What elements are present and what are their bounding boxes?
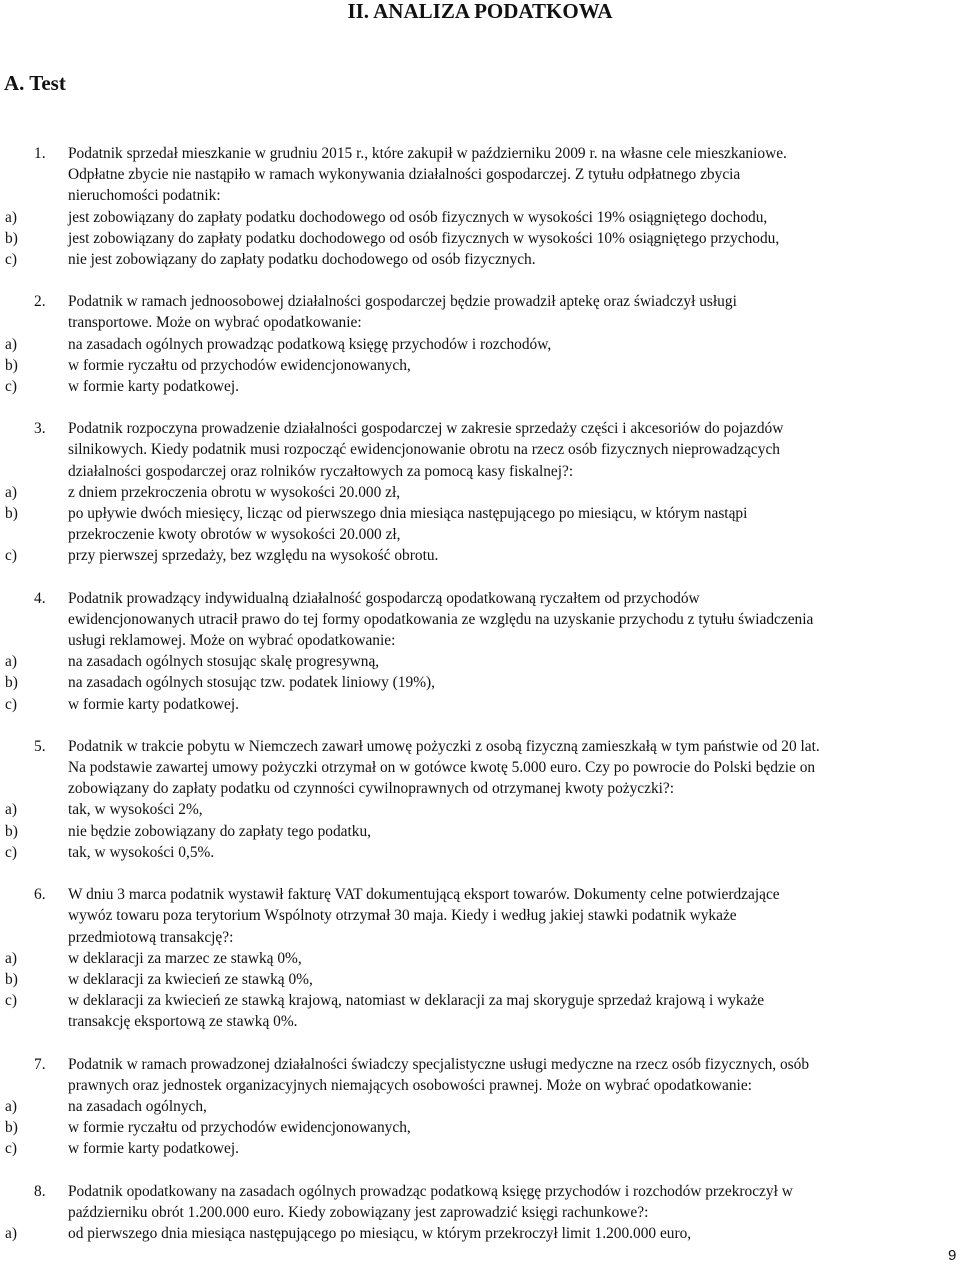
answer-option xyxy=(0,842,960,863)
question-text: Podatnik sprzedał mieszkanie w grudniu 2015 r., które zakupił w październiku 2009 r. na własne cele mieszkaniowe. xyxy=(68,145,787,162)
answer-option xyxy=(0,376,960,397)
option-letter: b) xyxy=(5,822,18,840)
question-item xyxy=(0,736,960,863)
answer-option xyxy=(0,799,960,820)
option-letter: a) xyxy=(5,949,17,967)
question-item xyxy=(0,1054,960,1160)
answer-option xyxy=(0,821,960,842)
question-text: przedmiotową transakcję?: xyxy=(68,928,234,946)
option-letter: b) xyxy=(5,505,18,523)
answer-option xyxy=(0,651,960,672)
answer-option xyxy=(0,948,960,969)
question-number: 4. xyxy=(34,589,46,607)
question-list xyxy=(0,143,960,1265)
option-text: przekroczenie kwoty obrotów w wysokości 20.000 zł, xyxy=(68,526,401,544)
question-text: usługi reklamowej. Może on wybrać opodatkowanie: xyxy=(68,632,396,650)
option-text: w formie ryczałtu od przychodów ewidencjonowanych, xyxy=(68,356,411,374)
option-letter: a) xyxy=(5,1097,17,1115)
question-text-line xyxy=(0,736,960,757)
question-text-line xyxy=(0,1181,960,1202)
question-text: Odpłatne zbycie nie nastąpiło w ramach wykonywania działalności gospodarczej. Z tytułu odpłatnego zbycia xyxy=(68,166,741,184)
question-text-line xyxy=(0,164,960,185)
question-text-line xyxy=(0,312,960,333)
option-letter: a) xyxy=(5,1224,17,1242)
question-text-line xyxy=(0,630,960,651)
question-text-line xyxy=(0,185,960,206)
question-number: 3. xyxy=(34,420,46,438)
option-letter: c) xyxy=(5,378,17,396)
answer-option xyxy=(0,249,960,270)
option-letter: a) xyxy=(5,653,17,671)
answer-option xyxy=(0,990,960,1011)
question-text: W dniu 3 marca podatnik wystawił fakturę VAT dokumentującą eksport towarów. Dokumenty celne potwierdzające xyxy=(68,886,780,904)
answer-option xyxy=(0,672,960,693)
question-text: silnikowych. Kiedy podatnik musi rozpocząć ewidencjonowanie obrotu na rzecz osób fizycznych nieprowadzących xyxy=(68,441,780,459)
option-letter: c) xyxy=(5,251,17,269)
option-letter: b) xyxy=(5,970,18,988)
answer-option xyxy=(0,694,960,715)
option-letter: a) xyxy=(5,801,17,819)
question-text: Na podstawie zawartej umowy pożyczki otrzymał on w gotówce kwotę 5.000 euro. Czy po powrocie do Polski będzie on xyxy=(68,759,816,777)
option-text: w formie karty podatkowej. xyxy=(68,695,239,713)
section-heading: A. Test xyxy=(4,71,66,95)
option-text: w deklaracji za kwiecień ze stawką krajową, natomiast w deklaracji za maj skoryguje sprzedaż krajową i wykaże xyxy=(68,992,765,1010)
question-text-line xyxy=(0,461,960,482)
question-number: 6. xyxy=(34,886,46,904)
question-text: transportowe. Może on wybrać opodatkowanie: xyxy=(68,314,362,332)
option-text: od pierwszego dnia miesiąca następującego po miesiącu, w którym przekroczył limit 1.200.000 euro, xyxy=(68,1224,692,1242)
question-text: Podatnik w ramach prowadzonej działalności świadczy specjalistyczne usługi medyczne na rzecz osób fizycznych, osób xyxy=(68,1055,810,1073)
option-text: na zasadach ogólnych, xyxy=(68,1097,207,1115)
question-item xyxy=(0,588,960,715)
question-number: 2. xyxy=(34,293,46,311)
option-text: nie będzie zobowiązany do zapłaty tego podatku, xyxy=(68,822,371,840)
option-letter: c) xyxy=(5,992,17,1010)
answer-option xyxy=(0,503,960,524)
question-text-line xyxy=(0,884,960,905)
question-text-line xyxy=(0,609,960,630)
question-text: Podatnik w ramach jednoosobowej działalności gospodarczej będzie prowadził aptekę oraz świadczył usługi xyxy=(68,293,737,311)
answer-option xyxy=(0,355,960,376)
option-text: na zasadach ogólnych stosując tzw. podatek liniowy (19%), xyxy=(68,674,435,692)
question-text-line xyxy=(0,1054,960,1075)
option-letter: b) xyxy=(5,1119,18,1137)
question-number: 5. xyxy=(34,737,46,755)
answer-option xyxy=(0,334,960,355)
question-item xyxy=(0,884,960,1032)
option-text: na zasadach ogólnych prowadząc podatkową księgę przychodów i rozchodów, xyxy=(68,335,552,353)
question-text: ewidencjonowanych utracił prawo do tej formy opodatkowania ze względu na uzyskanie przychodu z tytułu świadczenia xyxy=(68,610,814,628)
question-text: wywóz towaru poza terytorium Wspólnoty otrzymał 30 maja. Kiedy i według jakiej stawki podatnik wykaże xyxy=(68,907,737,925)
option-text: w formie ryczałtu od przychodów ewidencjonowanych, xyxy=(68,1119,411,1137)
question-item xyxy=(0,291,960,397)
option-letter: b) xyxy=(5,229,18,247)
question-text-line xyxy=(0,905,960,926)
option-text: z dniem przekroczenia obrotu w wysokości 20.000 zł, xyxy=(68,483,401,501)
question-item xyxy=(0,1181,960,1245)
question-text-line xyxy=(0,1202,960,1223)
question-text: Podatnik w trakcie pobytu w Niemczech zawarł umowę pożyczki z osobą fizyczną zamieszkałą w tym państwie od 20 lat. xyxy=(68,737,820,755)
question-text-line xyxy=(0,439,960,460)
question-number: 8. xyxy=(34,1182,46,1200)
question-text-line xyxy=(0,927,960,948)
option-letter: a) xyxy=(5,335,17,353)
question-text-line xyxy=(0,418,960,439)
answer-option xyxy=(0,545,960,566)
question-item xyxy=(0,418,960,566)
option-letter: c) xyxy=(5,695,17,713)
option-text: jest zobowiązany do zapłaty podatku dochodowego od osób fizycznych w wysokości 10% osiągniętego przychodu, xyxy=(68,229,780,247)
option-letter: b) xyxy=(5,356,18,374)
question-text-line xyxy=(0,588,960,609)
question-text: zobowiązany do zapłaty podatku od czynności cywilnoprawnych od otrzymanej kwoty pożyczki?: xyxy=(68,780,675,798)
question-text: prawnych oraz jednostek organizacyjnych niemających osobowości prawnej. Może on wybrać opodatkowanie: xyxy=(68,1076,752,1094)
question-text: Podatnik prowadzący indywidualną działalność gospodarczą opodatkowaną ryczałtem od przychodów xyxy=(68,589,700,607)
question-text: Podatnik rozpoczyna prowadzenie działalności gospodarczej w zakresie sprzedaży części i akcesoriów do pojazdów xyxy=(68,420,784,438)
option-letter: a) xyxy=(5,208,17,226)
question-text: Podatnik opodatkowany na zasadach ogólnych prowadząc podatkową księgę przychodów i rozchodów przekroczył w xyxy=(68,1182,793,1200)
answer-option xyxy=(0,524,960,545)
question-number: 1. xyxy=(34,145,46,162)
answer-option xyxy=(0,1117,960,1138)
option-letter: c) xyxy=(5,1140,17,1158)
question-text: działalności gospodarczej oraz rolników ryczałtowych za pomocą kasy fiskalnej?: xyxy=(68,462,574,480)
option-text: przy pierwszej sprzedaży, bez względu na wysokość obrotu. xyxy=(68,547,439,565)
answer-option xyxy=(0,482,960,503)
option-letter: b) xyxy=(5,674,18,692)
option-text: w deklaracji za marzec ze stawką 0%, xyxy=(68,949,302,967)
answer-option xyxy=(0,969,960,990)
question-number: 7. xyxy=(34,1055,46,1073)
question-item xyxy=(0,143,960,270)
option-text: po upływie dwóch miesięcy, licząc od pierwszego dnia miesiąca następującego po miesiącu, w którym nastąpi xyxy=(68,505,748,523)
question-text: nieruchomości podatnik: xyxy=(68,187,221,205)
option-text: transakcję eksportową ze stawką 0%. xyxy=(68,1013,298,1031)
option-text: w formie karty podatkowej. xyxy=(68,378,239,396)
document-title: II. ANALIZA PODATKOWA xyxy=(347,0,613,23)
option-letter: a) xyxy=(5,483,17,501)
option-letter: c) xyxy=(5,843,17,861)
option-text: tak, w wysokości 2%, xyxy=(68,801,203,819)
answer-option xyxy=(0,1096,960,1117)
answer-option xyxy=(0,228,960,249)
question-text-line xyxy=(0,143,960,164)
option-text: jest zobowiązany do zapłaty podatku dochodowego od osób fizycznych w wysokości 19% osiągniętego dochodu, xyxy=(68,208,768,226)
answer-option xyxy=(0,1223,960,1244)
question-text-line xyxy=(0,778,960,799)
question-text-line xyxy=(0,757,960,778)
question-text-line xyxy=(0,1075,960,1096)
option-text: tak, w wysokości 0,5%. xyxy=(68,843,215,861)
answer-option xyxy=(0,207,960,228)
option-text: nie jest zobowiązany do zapłaty podatku dochodowego od osób fizycznych. xyxy=(68,251,536,269)
option-text: na zasadach ogólnych stosując skalę progresywną, xyxy=(68,653,380,671)
question-text-line xyxy=(0,291,960,312)
question-text: październiku obrót 1.200.000 euro. Kiedy zobowiązany jest zaprowadzić księgi rachunkowe?: xyxy=(68,1203,649,1221)
option-text: w formie karty podatkowej. xyxy=(68,1140,239,1158)
option-letter: c) xyxy=(5,547,17,565)
page-number: 9 xyxy=(948,1247,957,1264)
answer-option xyxy=(0,1011,960,1032)
option-text: w deklaracji za kwiecień ze stawką 0%, xyxy=(68,970,313,988)
answer-option xyxy=(0,1138,960,1159)
